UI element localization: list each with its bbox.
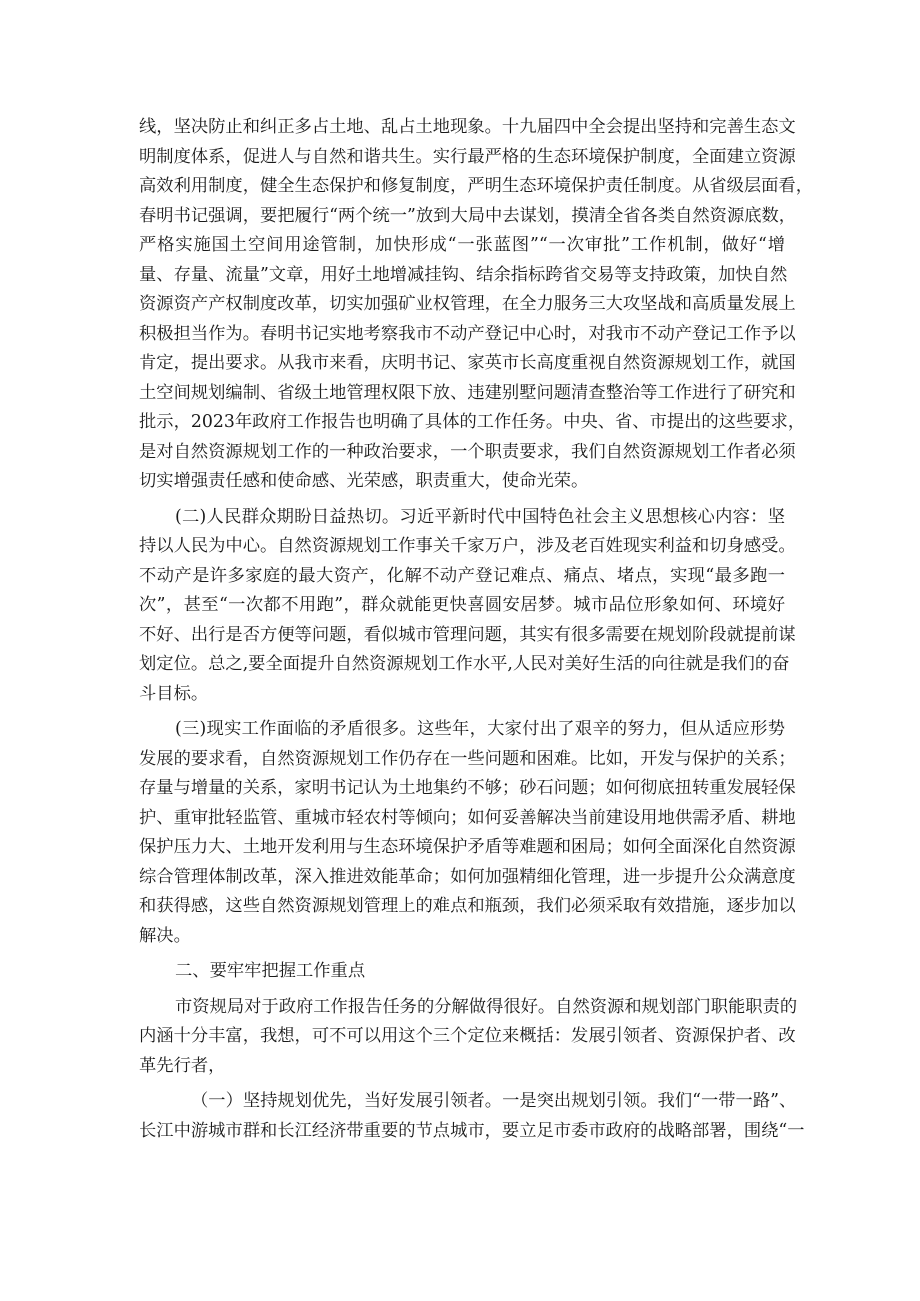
section-heading	[139, 957, 785, 987]
text-line: 积极担当作为。春明书记实地考察我市不动产登记中心时，对我市不动产登记工作予以	[139, 323, 796, 344]
text-line: 不好、出行是否方便等问题，看似城市管理问题，其实有很多需要在规划阶段就提前谋	[139, 624, 796, 645]
text-line: 长江中游城市群和长江经济带重要的节点城市，要立足市委市政府的战略部署，围绕“一	[139, 1120, 805, 1141]
text-line: 市资规局对于政府工作报告任务的分解做得很好。自然资源和规划部门职能职责的	[175, 996, 798, 1017]
text-line: 内涵十分丰富，我想，可不可以用这个三个定位来概括：发展引领者、资源保护者、改	[139, 1026, 796, 1046]
text-line: 解决。	[139, 925, 191, 946]
text-line: 批示，2023年政府工作报告也明确了具体的工作任务。中央、省、市提出的这些要求，	[139, 412, 806, 432]
text-line: 明制度体系，促进人与自然和谐共生。实行最严格的生态环境保护制度，全面建立资源	[139, 146, 796, 167]
text-line: （一）坚持规划优先，当好发展引领者。一是突出规划引领。我们“一带一路”、	[191, 1091, 797, 1111]
paragraph-2	[139, 503, 796, 710]
text-line: 次”，甚至“一次都不用跑”，群众就能更快喜圆安居梦。城市品位形象如何、环境好	[139, 595, 785, 615]
paragraph-5	[139, 993, 798, 1082]
text-line: 肯定，提出要求。从我市来看，庆明书记、家英市长高度重视自然资源规划工作，就国	[139, 353, 796, 373]
text-line: 不动产是许多家庭的最大资产，化解不动产登记难点、痛点、堵点，实现“最多跑一	[139, 565, 785, 586]
text-line: 持以人民为中心。自然资源规划工作事关千家万户，涉及老百姓现实利益和切身感受。	[139, 536, 796, 556]
text-line: 保护压力大、土地开发利用与生态环境保护矛盾等难题和困局；如何全面深化自然资源	[139, 837, 796, 857]
text-line: 严格实施国土空间用途管制，加快形成“一张蓝图”“一次审批”工作机制，做好“增	[139, 235, 785, 255]
text-line: 高效利用制度，健全生态保护和修复制度，严明生态环境保护责任制度。从省级层面看，	[139, 176, 813, 196]
text-line: (二)人民群众期盼日益热切。习近平新时代中国特色社会主义思想核心内容：坚	[175, 506, 785, 527]
text-line: 是对自然资源规划工作的一种政治要求，一个职责要求，我们自然资源规划工作者必须	[139, 441, 796, 462]
text-line: 切实增强责任感和使命感、光荣感，职责重大，使命光荣。	[139, 471, 589, 491]
text-line: 量、存量、流量”文章，用好土地增减挂钩、结余指标跨省交易等支持政策，加快自然	[139, 264, 788, 285]
document-body	[139, 113, 813, 1146]
paragraph-6	[139, 1087, 805, 1146]
text-line: 土空间规划编制、省级土地管理权限下放、违建别墅问题清查整治等工作进行了研究和	[139, 382, 796, 403]
text-line: 线，坚决防止和纠正多占土地、乱占土地现象。十九届四中全会提出坚持和完善生态文	[139, 117, 796, 137]
text-line: 和获得感，这些自然资源规划管理上的难点和瓶颈，我们必须采取有效措施，逐步加以	[139, 896, 796, 916]
text-line: 春明书记强调，要把履行“两个统一”放到大局中去谋划，摸清全省各类自然资源底数，	[139, 205, 797, 226]
paragraph-1	[139, 113, 813, 497]
text-line: 发展的要求看，自然资源规划工作仍存在一些问题和困难。比如，开发与保护的关系；	[139, 748, 796, 769]
paragraph-3	[139, 715, 796, 951]
text-line: 划定位。总之,要全面提升自然资源规划工作水平,人民对美好生活的向往就是我们的奋	[139, 654, 790, 674]
text-line: 斗目标。	[139, 683, 209, 704]
text-line: 综合管理体制改革，深入推进效能革命；如何加强精细化管理，进一步提升公众满意度	[139, 866, 796, 887]
text-line: 存量与增量的关系，家明书记认为土地集约不够；砂石问题；如何彻底扭转重发展轻保	[139, 778, 796, 798]
text-line: (三)现实工作面临的矛盾很多。这些年，大家付出了艰辛的努力，但从适应形势	[175, 719, 785, 739]
text-line: 资源资产产权制度改革，切实加强矿业权管理，在全力服务三大攻坚战和高质量发展上	[139, 294, 796, 314]
text-line: 护、重审批轻监管、重城市轻农村等倾向；如何妥善解决当前建设用地供需矛盾、耕地	[139, 807, 796, 828]
heading-text: 二、要牢牢把握工作重点	[175, 961, 366, 981]
text-line: 革先行者，	[139, 1055, 226, 1076]
